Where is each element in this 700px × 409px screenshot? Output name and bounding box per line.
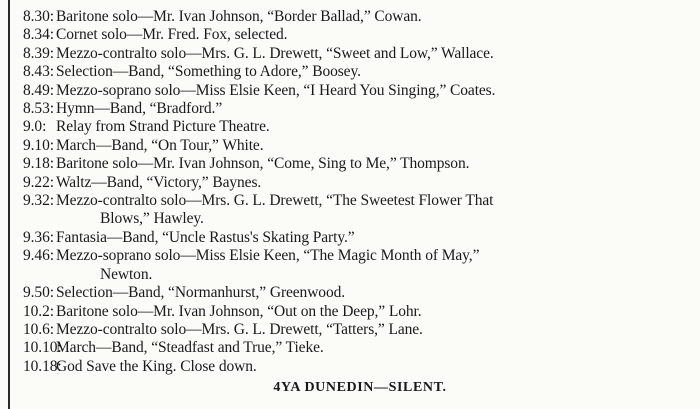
programme-entry: [0, 63, 700, 81]
programme-entry: [0, 100, 700, 118]
entry-text: Selection—Band, “Normanhurst,” Greenwood.: [56, 284, 346, 302]
entry-time: 9.0:: [23, 118, 47, 136]
entry-text: Relay from Strand Picture Theatre.: [56, 118, 270, 136]
entry-time: 8.39:: [23, 44, 54, 62]
entry-text: [51, 192, 700, 229]
entry-text: Selection—Band, “Something to Adore,” Boosey.: [56, 63, 361, 81]
programme-entry: [0, 192, 700, 229]
entry-continuation: Blows,” Hawley.: [100, 210, 204, 228]
entry-text-line: Mezzo-contralto solo—Mrs. G. L. Drewett, “The Sweetest Flower That: [56, 192, 494, 210]
entry-text: March—Band, “Steadfast and True,” Tieke.: [56, 339, 324, 357]
entry-time: 8.30:: [23, 8, 54, 25]
programme-entry: [0, 137, 700, 155]
station-heading: 4YA DUNEDIN—SILENT.: [273, 380, 447, 395]
programme-entry: [0, 174, 700, 192]
programme-entry: [0, 26, 700, 44]
programme-entry: [0, 118, 700, 136]
programme-list: [0, 8, 700, 376]
entry-time: 9.22:: [23, 173, 54, 191]
programme-entry: [0, 155, 700, 173]
entry-time: 9.36:: [23, 228, 54, 246]
entry-text: Hymn—Band, “Bradford.”: [56, 100, 223, 118]
programme-entry: [0, 339, 700, 357]
entry-text: March—Band, “On Tour,” White.: [56, 136, 264, 154]
entry-time: 9.46:: [23, 247, 54, 265]
entry-text: Mezzo-contralto solo—Mrs. G. L. Drewett, “Sweet and Low,” Wallace.: [56, 44, 494, 62]
entry-time: 8.49:: [23, 81, 54, 99]
entry-text: God Save the King. Close down.: [56, 357, 257, 375]
entry-time: 10.6:: [23, 320, 54, 338]
entry-time: 9.10:: [23, 136, 54, 154]
entry-text: Baritone solo—Mr. Ivan Johnson, “Border Ballad,” Cowan.: [56, 8, 422, 25]
programme-entry: [0, 45, 700, 63]
entry-time: 10.18:: [23, 357, 62, 375]
entry-time: 8.43:: [23, 63, 54, 81]
entry-text: Waltz—Band, “Victory,” Baynes.: [56, 173, 262, 191]
entry-time: 9.32:: [23, 192, 54, 210]
programme-entry: [0, 303, 700, 321]
entry-text-line: Mezzo-soprano solo—Miss Elsie Keen, “The Magic Month of May,”: [56, 247, 480, 265]
programme-entry: [0, 8, 700, 26]
entry-time: 8.34:: [23, 26, 54, 44]
programme-entry: [0, 358, 700, 376]
programme-entry: [0, 321, 700, 339]
programme-entry: [0, 284, 700, 302]
entry-text: Cornet solo—Mr. Fred. Fox, selected.: [56, 26, 288, 44]
entry-text: Baritone solo—Mr. Ivan Johnson, “Out on the Deep,” Lohr.: [56, 302, 422, 320]
entry-text: [51, 247, 700, 284]
entry-text: Fantasia—Band, “Uncle Rastus's Skating Party.”: [56, 228, 355, 246]
entry-time: 10.10:: [23, 339, 62, 357]
entry-time: 8.53:: [23, 100, 54, 118]
entry-time: 10.2:: [23, 302, 54, 320]
entry-text: Mezzo-contralto solo—Mrs. G. L. Drewett, “Tatters,” Lane.: [56, 320, 423, 338]
entry-text: Baritone solo—Mr. Ivan Johnson, “Come, Sing to Me,” Thompson.: [56, 155, 470, 173]
programme-entry: [0, 229, 700, 247]
entry-time: 9.50:: [23, 284, 54, 302]
entry-text: Mezzo-soprano solo—Miss Elsie Keen, “I Heard You Singing,” Coates.: [56, 81, 496, 99]
entry-continuation: Newton.: [100, 265, 153, 283]
entry-time: 9.18:: [23, 155, 54, 173]
programme-entry: [0, 247, 700, 284]
programme-entry: [0, 82, 700, 100]
